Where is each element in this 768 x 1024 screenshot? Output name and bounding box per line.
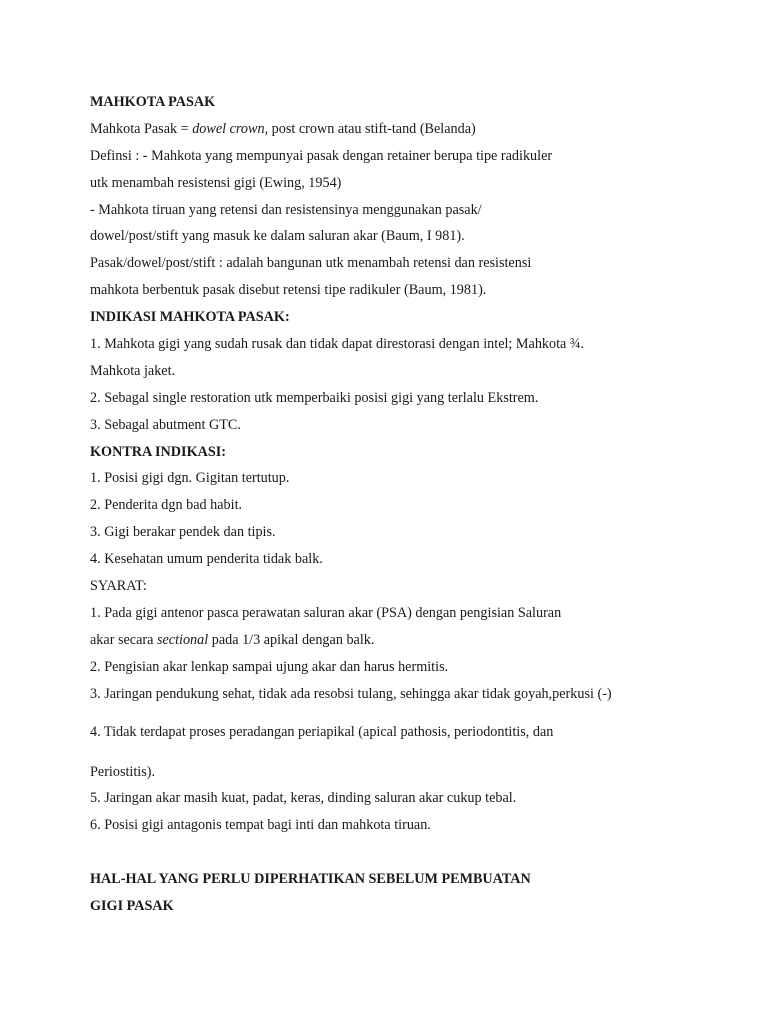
definition-italic-term: dowel crown, xyxy=(192,120,269,137)
syarat-item-6: 6. Posisi gigi antagonis tempat bagi inti dan mahkota tiruan. xyxy=(90,817,431,834)
syarat-item-3: 3. Jaringan pendukung sehat, tidak ada resobsi tulang, sehingga akar tidak goyah,perkusi (-) xyxy=(90,685,612,702)
syarat-item-5: 5. Jaringan akar masih kuat, padat, keras, dinding saluran akar cukup tebal. xyxy=(90,790,517,807)
definition-text-1: Definsi : - Mahkota yang mempunyai pasak dengan retainer berupa tipe radikuler xyxy=(90,147,553,164)
kontra-heading: KONTRA INDIKASI: xyxy=(90,443,226,460)
definition-text-3: - Mahkota tiruan yang retensi dan resistensinya menggunakan pasak/ xyxy=(90,201,482,218)
syarat-item-1a: 1. Pada gigi antenor pasca perawatan saluran akar (PSA) dengan pengisian Saluran xyxy=(90,604,562,621)
syarat-item-4a: 4. Tidak terdapat proses peradangan periapikal (apical pathosis, periodontitis, dan xyxy=(90,723,554,740)
kontra-item-1: 1. Posisi gigi dgn. Gigitan tertutup. xyxy=(90,470,290,487)
kontra-item-3: 3. Gigi berakar pendek dan tipis. xyxy=(90,524,276,541)
definition-text-6: mahkota berbentuk pasak disebut retensi tipe radikuler (Baum, 1981). xyxy=(90,282,487,299)
kontra-item-4: 4. Kesehatan umum penderita tidak balk. xyxy=(90,551,323,568)
syarat-item-1b xyxy=(90,627,730,654)
document-title: MAHKOTA PASAK xyxy=(90,94,216,110)
definition-prefix: Mahkota Pasak = xyxy=(90,120,193,137)
syarat-heading: SYARAT: xyxy=(90,578,147,595)
definition-text-4: dowel/post/stift yang masuk ke dalam saluran akar (Baum, I 981). xyxy=(90,228,465,245)
hal-heading-line-2: GIGI PASAK xyxy=(90,898,174,915)
definition-text-5: Pasak/dowel/post/stift : adalah bangunan utk menambah retensi dan resistensi xyxy=(90,255,532,272)
syarat-item-4b: Periostitis). xyxy=(90,763,156,780)
definition-line xyxy=(90,116,730,143)
document-page xyxy=(90,89,730,920)
indikasi-item-3: 3. Sebagal abutment GTC. xyxy=(90,416,241,433)
syarat-1b-prefix: akar secara xyxy=(90,631,157,648)
kontra-item-2: 2. Penderita dgn bad habit. xyxy=(90,497,243,514)
indikasi-heading: INDIKASI MAHKOTA PASAK: xyxy=(90,309,290,326)
syarat-1b-suffix: pada 1/3 apikal dengan balk. xyxy=(208,631,375,648)
hal-heading-line-1: HAL-HAL YANG PERLU DIPERHATIKAN SEBELUM PEMBUATAN xyxy=(90,871,531,888)
definition-text-2: utk menambah resistensi gigi (Ewing, 1954) xyxy=(90,174,342,191)
syarat-item-2: 2. Pengisian akar lenkap sampai ujung akar dan harus hermitis. xyxy=(90,658,449,675)
indikasi-item-1b: Mahkota jaket. xyxy=(90,362,176,379)
indikasi-item-2: 2. Sebagal single restoration utk memperbaiki posisi gigi yang terlalu Ekstrem. xyxy=(90,389,539,406)
section-spacer xyxy=(90,839,730,866)
indikasi-item-1a: 1. Mahkota gigi yang sudah rusak dan tidak dapat direstorasi dengan intel; Mahkota ¾. xyxy=(90,336,585,353)
syarat-1b-italic: sectional xyxy=(156,631,209,648)
definition-suffix: post crown atau stift-tand (Belanda) xyxy=(268,120,476,137)
